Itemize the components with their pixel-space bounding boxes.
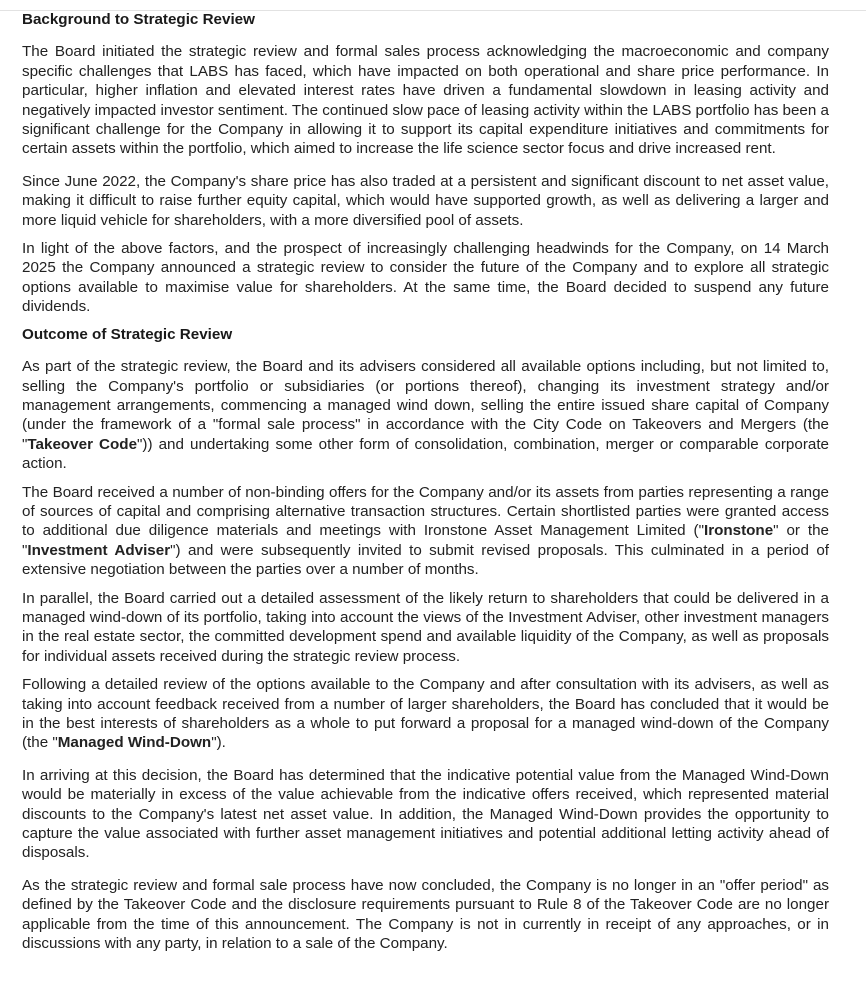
section-heading-background: Background to Strategic Review bbox=[22, 11, 255, 28]
paragraph-outcome-5: In arriving at this decision, the Board has determined that the indicative potential value from the Managed Wind-Down would be materially in excess of the value achievable from the indicative offers received, which represented material discounts to the Company's latest net asset value. In addition, the Managed Wind-Down provides the opportunity to capture the value associated with further asset management initiatives and potential additional letting activity ahead of disposals. bbox=[22, 766, 829, 862]
paragraph-outcome-2 bbox=[22, 483, 829, 580]
defined-term-takeover-code: Takeover Code bbox=[27, 435, 138, 453]
defined-term-managed-wind-down: Managed Wind-Down bbox=[57, 734, 212, 752]
text-run: " or the " bbox=[22, 522, 829, 559]
defined-term-investment-adviser: Investment Adviser bbox=[27, 541, 171, 559]
text-run: ")) and undertaking some other form of consolidation, combination, merger or comparable corporate action. bbox=[22, 435, 829, 473]
text-run: As part of the strategic review, the Board and its advisers considered all available options including, but not limited to, selling the Company's portfolio or subsidiaries (or portions thereof), changing its investment strategy and/or management arrangements, commencing a managed wind down, selling the entire issued share capital of Company (under the framework of a "formal sale process" in accordance with the City Code on Takeovers and Mergers (the " bbox=[22, 358, 829, 453]
section-heading-outcome: Outcome of Strategic Review bbox=[22, 325, 233, 343]
paragraph-outcome-1 bbox=[22, 357, 829, 473]
paragraph-outcome-6: As the strategic review and formal sale process have now concluded, the Company is no longer in an "offer period" as defined by the Takeover Code and the disclosure requirements pursuant to Rule 8 of the Takeover Code are no longer applicable from the time of this announcement. The Company is not in currently in receipt of any approaches, or in discussions with any party, in relation to a sale of the Company. bbox=[22, 876, 829, 953]
text-run: The Board received a number of non-binding offers for the Company and/or its assets from parties representing a range of sources of capital and comprising alternative transaction structures. Certain shortlisted parties were granted access to additional due diligence materials and meetings with Ironstone Asset Management Limited (" bbox=[22, 483, 829, 540]
paragraph-background-2: Since June 2022, the Company's share price has also traded at a persistent and significant discount to net asset value, making it difficult to raise further equity capital, which would have supported growth, as well as delivering a larger and more liquid vehicle for shareholders, with a more diversified pool of assets. bbox=[22, 172, 829, 229]
text-run: "). bbox=[211, 734, 226, 752]
paragraph-outcome-3: In parallel, the Board carried out a detailed assessment of the likely return to shareholders that could be delivered in a managed wind-down of its portfolio, taking into account the views of the Investment Adviser, other investment managers in the real estate sector, the committed development spend and available liquidity of the Company, as well as proposals for individual assets received during the strategic review process. bbox=[22, 589, 829, 665]
paragraph-background-3: In light of the above factors, and the prospect of increasingly challenging headwinds for the Company, on 14 March 2025 the Company announced a strategic review to consider the future of the Company and to explore all strategic options available to maximise value for shareholders. At the same time, the Board decided to suspend any future dividends. bbox=[22, 240, 829, 316]
text-run: Following a detailed review of the options available to the Company and after consultation with its advisers, as well as taking into account feedback received from a number of larger shareholders, the Board has concluded that it would be in the best interests of shareholders as a whole to put forward a proposal for a managed wind-down of the Company (the " bbox=[22, 676, 829, 752]
paragraph-outcome-4 bbox=[22, 675, 829, 753]
document-body bbox=[22, 10, 829, 962]
text-run: ") and were subsequently invited to submit revised proposals. This culminated in a period of extensive negotiation between the parties over a number of months. bbox=[22, 541, 829, 579]
paragraph-background-1: The Board initiated the strategic review and formal sales process acknowledging the macroeconomic and company specific challenges that LABS has faced, which have impacted on both operational and share price performance. In particular, higher inflation and elevated interest rates have driven a fundamental slowdown in leasing activity and negatively impacted investor sentiment. The continued slow pace of leasing activity within the LABS portfolio has been a significant challenge for the Company in allowing it to support its capital expenditure initiatives and commitments for certain assets within the portfolio, which aimed to increase the life science sector focus and drive increased rent. bbox=[22, 43, 829, 158]
defined-term-ironstone: Ironstone bbox=[703, 522, 774, 540]
